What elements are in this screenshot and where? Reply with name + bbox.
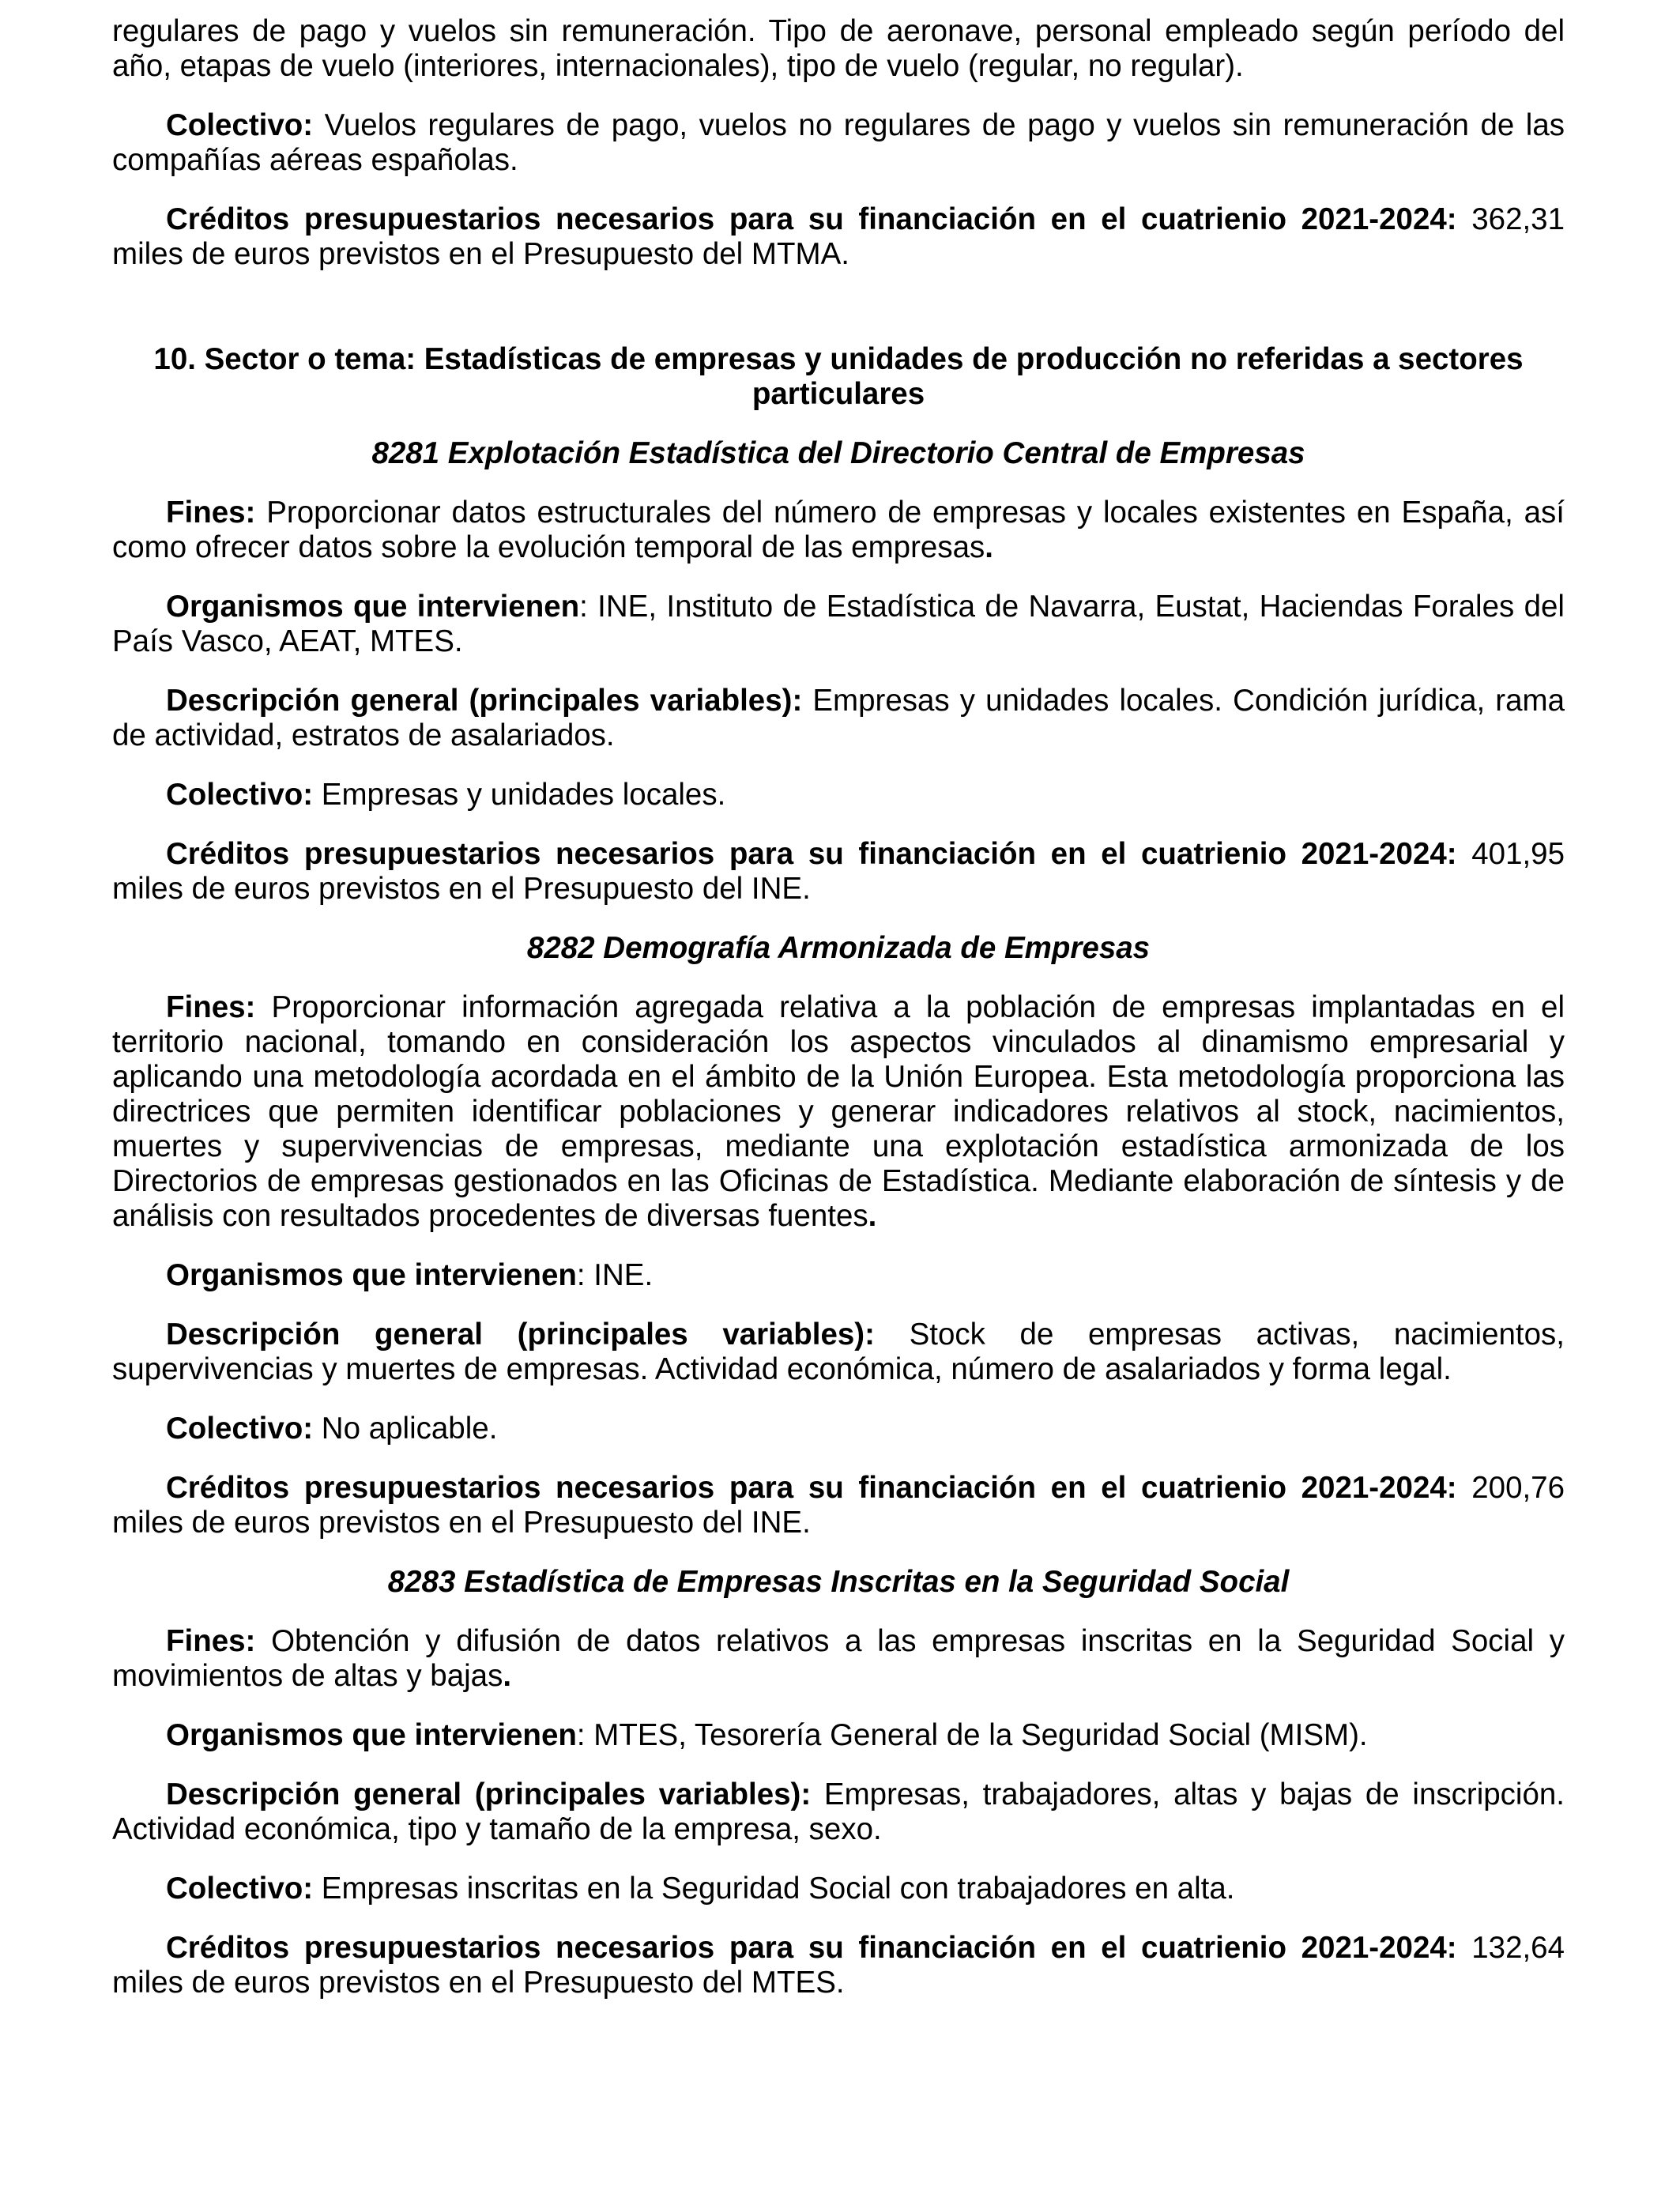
fines-label: Fines: (166, 1624, 256, 1658)
descripcion-text: Empresas, trabajadores, altas y bajas de inscripción. Actividad económica, tipo y tamaño de la empresa, sexo. (112, 1777, 1565, 1846)
fines-paragraph (112, 990, 1565, 1234)
intro-colectivo (112, 108, 1565, 178)
creditos-label: Créditos presupuestarios necesarios para su financiación en el cuatrienio 2021-2024: (166, 837, 1457, 871)
sector-heading: 10. Sector o tema: Estadísticas de empresas y unidades de producción no referidas a sectores particulares (153, 342, 1524, 411)
organismos-label: Organismos que intervienen (166, 590, 580, 624)
descripcion-label: Descripción general (principales variables): (166, 684, 803, 718)
creditos-label: Créditos presupuestarios necesarios para su financiación en el cuatrienio 2021-2024: (166, 202, 1457, 236)
descripcion-paragraph (112, 1777, 1565, 1847)
organismos-text: : INE, Instituto de Estadística de Navarra, Eustat, Haciendas Forales del País Vasco, AEAT, MTES. (112, 590, 1565, 658)
colectivo-label: Colectivo: (166, 1872, 314, 1906)
fines-label: Fines: (166, 990, 256, 1024)
creditos-text: 362,31 miles de euros previstos en el Presupuesto del MTMA. (112, 202, 1565, 271)
colectivo-text: Vuelos regulares de pago, vuelos no regulares de pago y vuelos sin remuneración de las compañías aéreas españolas. (112, 108, 1565, 177)
creditos-text: 200,76 miles de euros previstos en el Presupuesto del INE. (112, 1471, 1565, 1540)
descripcion-paragraph (112, 684, 1565, 753)
creditos-text: 132,64 miles de euros previstos en el Presupuesto del MTES. (112, 1931, 1565, 2000)
fines-text: Proporcionar información agregada relativa a la población de empresas implantadas en el territorio nacional, tomando en consideración los aspectos vinculados al dinamismo empresarial y aplicando una metodología acordada en el ámbito de la Unión Europea. Esta metodología proporciona las directrices que permiten identificar poblaciones y generar indicadores relativos al stock, nacimientos, muertes y supervivencias de empresas, mediante una explotación estadística armonizada de los Directorios de empresas gestionados en las Oficinas de Estadística. Mediante elaboración de síntesis y de análisis con resultados procedentes de diversas fuentes (112, 990, 1565, 1233)
operation-title: 8283 Estadística de Empresas Inscritas en la Seguridad Social (387, 1565, 1290, 1599)
organismos-paragraph (112, 590, 1565, 659)
colectivo-text: Empresas inscritas en la Seguridad Social con trabajadores en alta. (313, 1872, 1235, 1906)
creditos-text: 401,95 miles de euros previstos en el Presupuesto del INE. (112, 837, 1565, 906)
creditos-label: Créditos presupuestarios necesarios para su financiación en el cuatrienio 2021-2024: (166, 1931, 1457, 1965)
operation-8283 (112, 1565, 1565, 2000)
operation-title: 8281 Explotación Estadística del Directorio Central de Empresas (371, 436, 1305, 470)
colectivo-label: Colectivo: (166, 1412, 314, 1446)
colectivo-text: Empresas y unidades locales. (313, 778, 726, 812)
colectivo-label: Colectivo: (166, 778, 314, 812)
descripcion-paragraph (112, 1318, 1565, 1387)
organismos-paragraph (112, 1718, 1565, 1753)
fines-label: Fines: (166, 496, 256, 530)
colectivo-label: Colectivo: (166, 108, 314, 142)
colectivo-text: No aplicable. (313, 1412, 498, 1446)
creditos-paragraph (112, 1931, 1565, 2000)
colectivo-paragraph (112, 1412, 1565, 1446)
fines-end: . (503, 1659, 512, 1693)
intro-description-tail: regulares de pago y vuelos sin remuneración. Tipo de aeronave, personal empleado según período del año, etapas de vuelo (interiores, internacionales), tipo de vuelo (regular, no regular). (112, 14, 1565, 83)
organismos-text: : MTES, Tesorería General de la Seguridad Social (MISM). (576, 1718, 1368, 1752)
fines-paragraph (112, 496, 1565, 565)
operation-8282 (112, 931, 1565, 1540)
operation-title: 8282 Demografía Armonizada de Empresas (526, 931, 1151, 965)
creditos-label: Créditos presupuestarios necesarios para su financiación en el cuatrienio 2021-2024: (166, 1471, 1457, 1505)
intro-creditos (112, 202, 1565, 272)
operation-8281 (112, 436, 1565, 907)
fines-text: Obtención y difusión de datos relativos a las empresas inscritas en la Seguridad Social y movimientos de altas y bajas (112, 1624, 1565, 1693)
descripcion-label: Descripción general (principales variables): (166, 1777, 812, 1811)
organismos-paragraph (112, 1258, 1565, 1293)
organismos-label: Organismos que intervienen (166, 1258, 577, 1292)
colectivo-paragraph (112, 778, 1565, 812)
descripcion-text: Empresas y unidades locales. Condición jurídica, rama de actividad, estratos de asalariados. (112, 684, 1565, 752)
fines-end: . (868, 1199, 877, 1233)
fines-end: . (985, 530, 993, 564)
fines-paragraph (112, 1624, 1565, 1694)
descripcion-label: Descripción general (principales variables): (166, 1318, 875, 1351)
descripcion-text: Stock de empresas activas, nacimientos, supervivencias y muertes de empresas. Actividad económica, número de asalariados y forma legal. (112, 1318, 1565, 1386)
document-page (112, 14, 1565, 2000)
fines-text: Proporcionar datos estructurales del número de empresas y locales existentes en España, así como ofrecer datos sobre la evolución temporal de las empresas (112, 496, 1565, 564)
colectivo-paragraph (112, 1872, 1565, 1906)
organismos-label: Organismos que intervienen (166, 1718, 577, 1752)
creditos-paragraph (112, 837, 1565, 907)
creditos-paragraph (112, 1471, 1565, 1540)
organismos-text: : INE. (576, 1258, 654, 1292)
